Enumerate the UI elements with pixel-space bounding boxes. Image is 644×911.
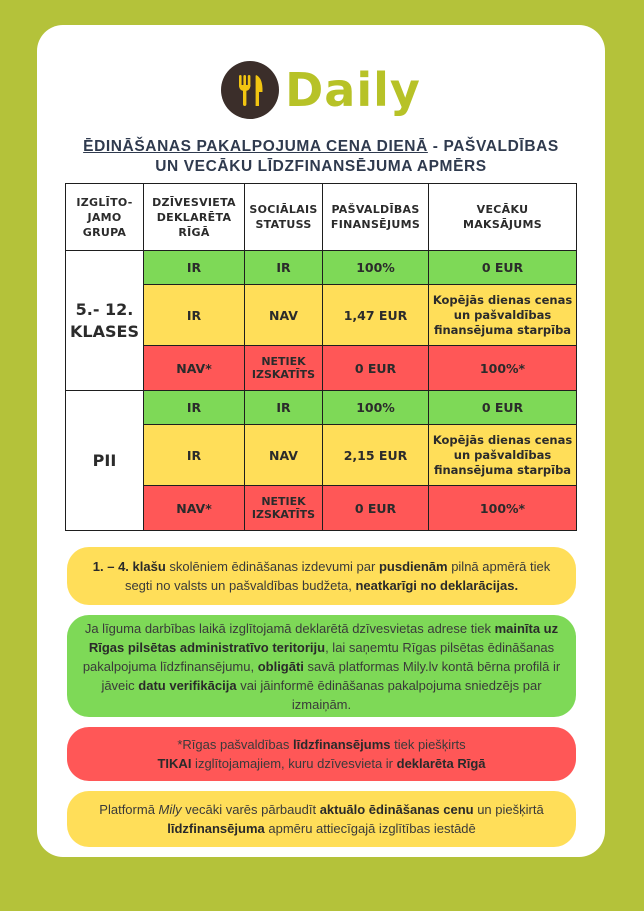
page-title (37, 137, 605, 177)
table-cell: Kopējās dienas cenas un pašvaldības finansējuma starpība (429, 285, 577, 346)
table-cell: 0 EUR (429, 251, 577, 285)
note-riga-cofinancing: *Rīgas pašvaldības līdzfinansējums tiek piešķirts TIKAI izglītojamajiem, kuru dzīvesvieta ir deklarēta Rīgā (67, 727, 576, 781)
header-group: IZGLĪTO- JAMO GRUPA (66, 184, 144, 251)
table-cell: NETIEK IZSKATĪTS (245, 486, 323, 531)
group-name: 5.- 12. KLASES (66, 251, 144, 391)
title-underlined: ĒDINĀŠANAS PAKALPOJUMA CENA DIENĀ (83, 138, 428, 155)
table-row (66, 251, 577, 285)
table-cell: 100% (323, 251, 429, 285)
table-cell: 0 EUR (323, 486, 429, 531)
table-cell: NETIEK IZSKATĪTS (245, 346, 323, 391)
table-cell: NAV* (144, 346, 245, 391)
header-social-status: SOCIĀLAIS STATUSS (245, 184, 323, 251)
header-municipal-funding: PAŠVALDĪBAS FINANSĒJUMS (323, 184, 429, 251)
note-mily-platform: Platformā Mily vecāki varēs pārbaudīt aktuālo ēdināšanas cenu un piešķirtā līdzfinansējuma apmēru attiecīgajā izglītības iestādē (67, 791, 576, 847)
table-cell: 100%* (429, 486, 577, 531)
header-parent-payment: VECĀKU MAKSĀJUMS (429, 184, 577, 251)
table-header-row (66, 184, 577, 251)
table-cell: IR (245, 391, 323, 425)
table-cell: 0 EUR (323, 346, 429, 391)
table-cell: NAV* (144, 486, 245, 531)
table-cell: IR (144, 285, 245, 346)
note-address-change: Ja līguma darbības laikā izglītojamā deklarētā dzīvesvietas adrese tiek mainīta uz Rīgas pilsētas administratīvo teritoriju, lai saņemtu Rīgas pilsētas ēdināšanas pakalpojuma līdzfinansējumu, obligāti savā platformas Mily.lv kontā bērna profilā ir jāveic datu verifikācija vai jāinformē ēdināšanas pakalpojuma sniedzējs par izmaiņām. (67, 615, 576, 717)
table-cell: 2,15 EUR (323, 425, 429, 486)
content-card (37, 25, 605, 857)
table-cell: 100%* (429, 346, 577, 391)
table-row (66, 391, 577, 425)
note-grades-1-4: 1. – 4. klašu skolēniem ēdināšanas izdevumi par pusdienām pilnā apmērā tiek segti no valsts un pašvaldības budžeta, neatkarīgi no deklarācijas. (67, 547, 576, 605)
header-residence: DZĪVESVIETA DEKLARĒTA RĪGĀ (144, 184, 245, 251)
brand-name: Daily (285, 63, 421, 117)
table-cell: 100% (323, 391, 429, 425)
title-line1-rest: - PAŠVALDĪBAS (427, 138, 559, 155)
table-cell: IR (144, 425, 245, 486)
price-table (65, 183, 577, 531)
table-cell: IR (245, 251, 323, 285)
title-line2: UN VECĀKU LĪDZFINANSĒJUMA APMĒRS (155, 158, 487, 175)
table-cell: IR (144, 251, 245, 285)
table-cell: NAV (245, 425, 323, 486)
table-cell: 0 EUR (429, 391, 577, 425)
table-cell: IR (144, 391, 245, 425)
logo (37, 55, 605, 125)
table-cell: NAV (245, 285, 323, 346)
fork-knife-icon (221, 61, 279, 119)
table-cell: 1,47 EUR (323, 285, 429, 346)
table-cell: Kopējās dienas cenas un pašvaldības finansējuma starpība (429, 425, 577, 486)
group-name: PII (66, 391, 144, 531)
